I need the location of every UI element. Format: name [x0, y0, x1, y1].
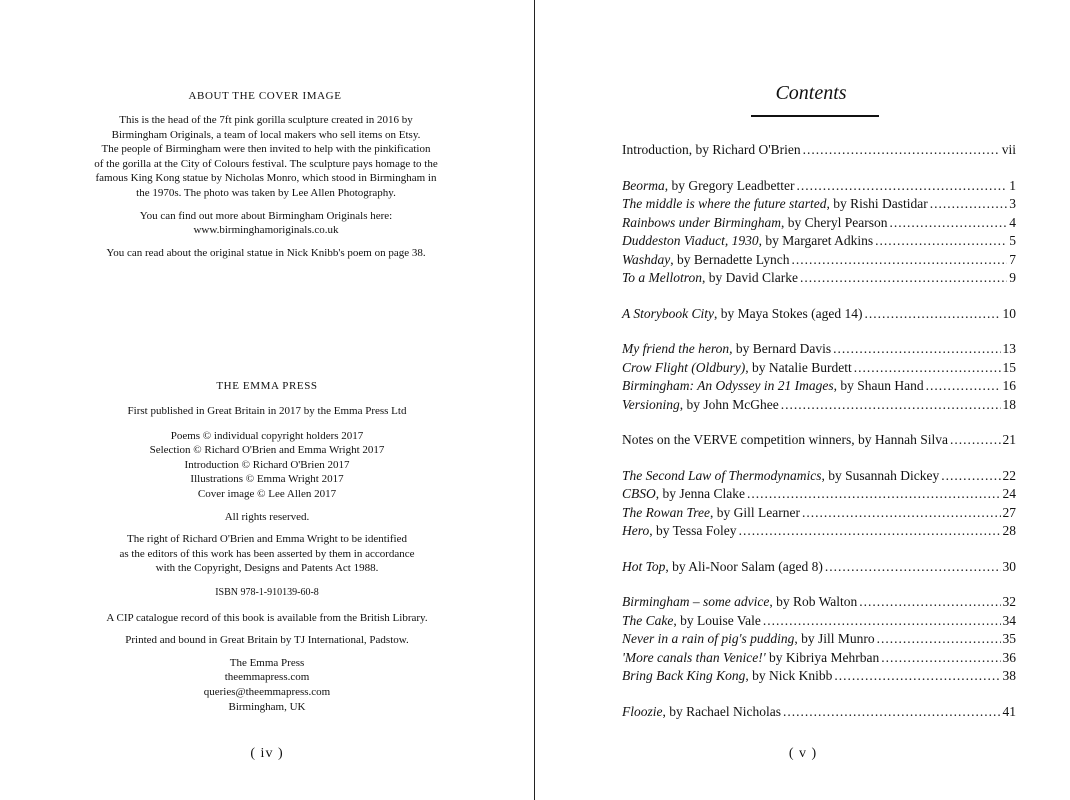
page-ref: 22	[1002, 467, 1016, 483]
author-text: , by Gill Learner	[710, 504, 800, 520]
dot-leader	[783, 703, 1001, 722]
table-of-contents	[622, 141, 1016, 721]
toc-entry[interactable]	[622, 667, 1016, 686]
copyright-line: Selection © Richard O'Brien and Emma Wright 2017	[149, 444, 385, 457]
dot-leader	[833, 340, 1000, 359]
poem-title: A Storybook City	[622, 305, 714, 321]
dot-leader	[877, 630, 1001, 649]
toc-entry[interactable]	[622, 522, 1016, 541]
toc-entry-title	[622, 558, 823, 577]
author-text: , by Susannah Dickey	[821, 467, 940, 483]
contents-title: Contents	[775, 82, 847, 104]
about-cover-text	[66, 113, 466, 260]
toc-entry-title	[622, 214, 888, 233]
toc-entry[interactable]	[622, 232, 1016, 251]
about-line: famous King Kong statue by Nicholas Monro, which stood in Birmingham in	[95, 172, 437, 185]
about-line: the 1970s. The photo was taken by Lee Allen Photography.	[136, 186, 396, 199]
dot-leader	[881, 649, 1000, 668]
dot-leader	[747, 485, 1001, 504]
dot-leader	[739, 522, 1001, 541]
poem-title: Never in a rain of pig's pudding	[622, 631, 795, 646]
dot-leader	[930, 195, 1008, 214]
page-ref: 34	[1002, 612, 1016, 628]
author-text: , by Bernadette Lynch	[670, 251, 790, 267]
toc-entry[interactable]	[622, 593, 1016, 612]
toc-group	[622, 467, 1016, 541]
toc-entry-title	[622, 396, 779, 415]
page-ref: 38	[1002, 668, 1016, 683]
toc-group	[622, 558, 1016, 577]
dot-leader	[803, 141, 1000, 160]
page-ref: 13	[1002, 341, 1016, 356]
dot-leader	[791, 251, 1007, 270]
dot-leader	[859, 593, 1000, 612]
isbn: ISBN 978-1-910139-60-8	[215, 586, 319, 598]
author-text: by Bernard Davis	[732, 341, 832, 356]
toc-entry-title	[622, 630, 875, 649]
poem-title: The Rowan Tree	[622, 504, 711, 520]
poem-title: The middle is where the future started	[622, 196, 827, 211]
dot-leader	[796, 177, 1007, 196]
imprint-text	[60, 404, 474, 714]
right-page	[536, 0, 1070, 800]
dot-leader	[950, 431, 1001, 450]
page-ref: 10	[1002, 305, 1016, 321]
dot-leader	[825, 558, 1001, 577]
dot-leader	[890, 214, 1008, 233]
find-out-line: You can find out more about Birmingham Originals here:	[139, 209, 393, 222]
toc-entry[interactable]	[622, 251, 1016, 270]
poem-title: Floozie	[622, 703, 663, 719]
about-line: The people of Birmingham were then invited to help with the pinkification	[101, 143, 431, 156]
page-ref: 16	[1002, 378, 1016, 393]
toc-entry[interactable]	[622, 467, 1016, 486]
author-text: , by Shaun Hand	[833, 378, 924, 393]
poem-title: The Cake	[622, 612, 674, 628]
moral-rights-line: as the editors of this work has been asserted by them in accordance	[119, 547, 415, 560]
spacer	[60, 625, 474, 633]
author-text: , by Cheryl Pearson	[781, 214, 888, 230]
author-text: , by Rishi Dastidar	[826, 196, 928, 211]
page-ref: 4	[1009, 214, 1016, 230]
dot-leader	[875, 232, 1007, 251]
author-text: Introduction, by Richard O'Brien	[622, 142, 801, 157]
page-divider	[534, 0, 535, 800]
author-text: , by Margaret Adkins	[758, 233, 874, 248]
toc-group	[622, 305, 1016, 324]
toc-entry[interactable]	[622, 431, 1016, 450]
poem-title: To a Mellotron	[622, 270, 703, 285]
dot-leader	[834, 667, 1000, 686]
poem-title: CBSO	[622, 486, 656, 501]
author-text: , by Rachael Nicholas	[662, 703, 781, 719]
page-ref: 27	[1002, 504, 1016, 520]
toc-entry[interactable]	[622, 141, 1016, 160]
toc-entry-title	[622, 703, 781, 722]
poem-title: Duddeston Viaduct, 1930	[622, 233, 759, 248]
page-ref: 30	[1002, 558, 1016, 574]
spacer	[60, 601, 474, 611]
toc-entry[interactable]	[622, 177, 1016, 196]
dot-leader	[802, 504, 1001, 523]
press-website[interactable]: theemmapress.com	[224, 671, 310, 684]
author-text: , by David Clarke	[702, 270, 798, 285]
about-line: of the gorilla at the City of Colours festival. The sculpture pays homage to the	[94, 157, 438, 170]
dot-leader	[781, 396, 1001, 415]
author-text: , by Gregory Leadbetter	[664, 177, 795, 193]
toc-entry[interactable]	[622, 359, 1016, 378]
toc-entry-title	[622, 612, 761, 631]
page-ref: 9	[1009, 270, 1016, 285]
poem-title: Birmingham – some advice	[622, 594, 770, 609]
toc-entry-title	[622, 649, 879, 668]
toc-entry-title	[622, 522, 737, 541]
toc-group	[622, 593, 1016, 686]
about-cover-title: ABOUT THE COVER IMAGE	[188, 90, 342, 102]
toc-entry-title	[622, 269, 798, 288]
toc-entry-title	[622, 177, 794, 196]
toc-entry[interactable]	[622, 214, 1016, 233]
contents-underline	[751, 115, 879, 117]
toc-entry-title	[622, 593, 857, 612]
toc-entry[interactable]	[622, 558, 1016, 577]
toc-entry-title	[622, 467, 939, 486]
toc-entry-title	[622, 340, 831, 359]
spacer	[60, 419, 474, 429]
read-about-line: You can read about the original statue in Nick Knibb's poem on page 38.	[106, 246, 426, 259]
toc-entry-title	[622, 195, 928, 214]
poem-title: Versioning	[622, 396, 680, 412]
page-number-right: ( v )	[788, 746, 818, 761]
address-line: Birmingham, UK	[228, 700, 306, 713]
page-ref: 32	[1002, 594, 1016, 609]
toc-group	[622, 703, 1016, 722]
author-text: , by Rob Walton	[769, 594, 858, 609]
copyright-line: Poems © individual copyright holders 2017	[170, 429, 364, 442]
poem-title: The Second Law of Thermodynamics	[622, 467, 822, 483]
toc-entry[interactable]	[622, 485, 1016, 504]
spacer	[66, 238, 466, 246]
poem-title: Bring Back King Kong	[622, 668, 746, 683]
author-text: by Kibriya Mehrban	[765, 649, 880, 665]
dot-leader	[941, 467, 1000, 486]
toc-entry[interactable]	[622, 612, 1016, 631]
toc-entry-title	[622, 359, 852, 378]
spacer	[60, 576, 474, 586]
toc-entry[interactable]	[622, 396, 1016, 415]
toc-entry-title	[622, 305, 862, 324]
toc-entry[interactable]	[622, 269, 1016, 288]
toc-group	[622, 177, 1016, 288]
poem-title: 'More canals than Venice!'	[622, 649, 766, 665]
printed-line: Printed and bound in Great Britain by TJ International, Padstow.	[125, 634, 409, 647]
copyright-line: Illustrations © Emma Wright 2017	[190, 473, 344, 486]
dot-leader	[926, 377, 1001, 396]
page-ref: 36	[1002, 649, 1016, 665]
press-email[interactable]: queries@theemmapress.com	[203, 685, 331, 698]
toc-group	[622, 141, 1016, 160]
toc-entry-title	[622, 667, 832, 686]
copyright-line: Introduction © Richard O'Brien 2017	[184, 458, 350, 471]
dot-leader	[800, 269, 1007, 288]
toc-entry-title	[622, 232, 873, 251]
all-rights: All rights reserved.	[224, 510, 310, 523]
about-line: Birmingham Originals, a team of local makers who sell items on Etsy.	[111, 128, 421, 141]
spacer	[60, 502, 474, 510]
page-ref: 35	[1002, 631, 1016, 646]
moral-rights-line: The right of Richard O'Brien and Emma Wright to be identified	[127, 533, 407, 546]
page-number-left: ( iv )	[250, 746, 284, 761]
page-ref: 1	[1009, 177, 1016, 193]
press-title: THE EMMA PRESS	[216, 380, 318, 392]
poem-title: Crow Flight (Oldbury)	[622, 359, 746, 375]
page-ref: 5	[1009, 233, 1016, 248]
author-text: , by Ali-Noor Salam (aged 8)	[665, 558, 823, 574]
toc-entry[interactable]	[622, 377, 1016, 396]
toc-entry[interactable]	[622, 630, 1016, 649]
first-published: First published in Great Britain in 2017 by the Emma Press Ltd	[127, 405, 407, 417]
spacer	[66, 201, 466, 209]
toc-entry-title	[622, 485, 745, 504]
page-ref: vii	[1001, 142, 1016, 157]
spacer	[60, 524, 474, 532]
toc-entry[interactable]	[622, 504, 1016, 523]
toc-entry[interactable]	[622, 305, 1016, 324]
page-ref: 15	[1002, 359, 1016, 375]
toc-group	[622, 431, 1016, 450]
poem-title: Hot Top	[622, 558, 666, 574]
author-text: , by Natalie Burdett	[745, 359, 852, 375]
author-text: , by Maya Stokes (aged 14)	[714, 305, 863, 321]
page-ref: 28	[1002, 523, 1016, 538]
toc-entry-title	[622, 504, 800, 523]
poem-title: Birmingham: An Odyssey in 21 Images	[622, 378, 834, 393]
toc-entry-title	[622, 251, 789, 270]
author-text: Notes on the VERVE competition winners, by Hannah Silva	[622, 432, 948, 447]
page-ref: 3	[1009, 196, 1016, 211]
toc-entry-title	[622, 431, 948, 450]
copyright-line: Cover image © Lee Allen 2017	[197, 487, 337, 500]
page-ref: 41	[1002, 703, 1016, 719]
toc-entry[interactable]	[622, 703, 1016, 722]
toc-entry[interactable]	[622, 195, 1016, 214]
author-text: , by Tessa Foley	[649, 523, 737, 538]
poem-title: Rainbows under Birmingham	[622, 214, 782, 230]
toc-entry-title	[622, 141, 801, 160]
dot-leader	[854, 359, 1001, 378]
page-ref: 21	[1002, 432, 1016, 447]
dot-leader	[763, 612, 1001, 631]
cip-line: A CIP catalogue record of this book is available from the British Library.	[106, 611, 428, 624]
website-link[interactable]: www.birminghamoriginals.co.uk	[193, 224, 339, 237]
toc-entry[interactable]	[622, 340, 1016, 359]
page-ref: 24	[1002, 486, 1016, 501]
author-text: , by Jill Munro	[794, 631, 875, 646]
author-text: , by Louise Vale	[673, 612, 761, 628]
author-text: , by John McGhee	[679, 396, 779, 412]
poem-title: Hero	[622, 523, 650, 538]
page-ref: 18	[1002, 396, 1016, 412]
spacer	[60, 648, 474, 656]
author-text: , by Jenna Clake	[655, 486, 745, 501]
poem-title: Beorma	[622, 177, 665, 193]
address-line: The Emma Press	[229, 656, 305, 669]
dot-leader	[864, 305, 1000, 324]
about-line: This is the head of the 7ft pink gorilla sculpture created in 2016 by	[119, 114, 413, 126]
page-ref: 7	[1009, 251, 1016, 267]
poem-title: Washday	[622, 251, 671, 267]
toc-group	[622, 340, 1016, 414]
toc-entry-title	[622, 377, 924, 396]
author-text: , by Nick Knibb	[745, 668, 833, 683]
moral-rights-line: with the Copyright, Designs and Patents Act 1988.	[155, 562, 379, 575]
poem-title: My friend the heron,	[622, 341, 733, 356]
toc-entry[interactable]	[622, 649, 1016, 668]
